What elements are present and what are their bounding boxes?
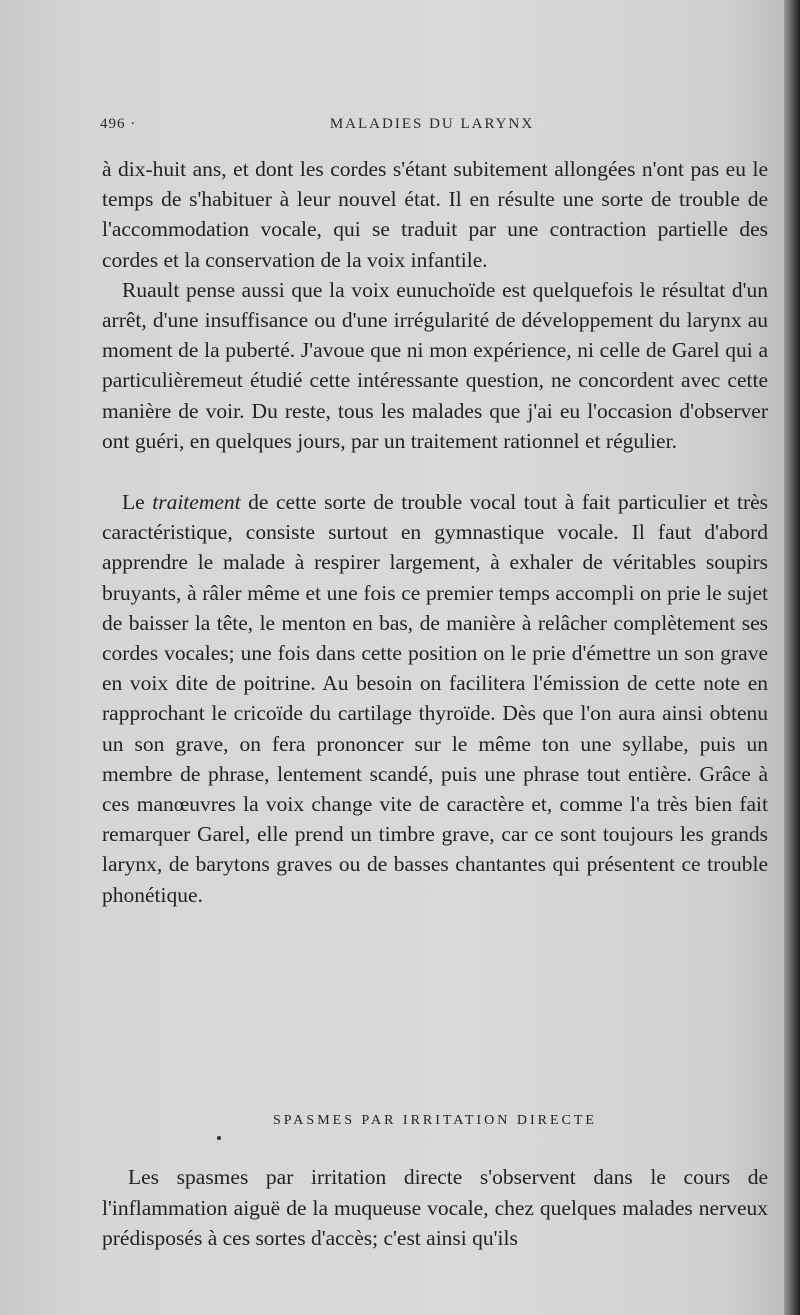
paragraph-gap: [102, 456, 768, 487]
traitement-lead: Le: [122, 490, 145, 515]
page-header: [100, 116, 764, 142]
paragraph-traitement: [102, 487, 768, 910]
body-text: [102, 154, 768, 910]
paragraph-ruault: Ruault pense aussi que la voix eunuchoïde est quelquefois le résultat d'un arrêt, d'une insuffisance ou d'une irrégularité de développement du larynx au moment de la puberté. J'avoue que ni mon expérience, ni celle de Garel qui a particulièremeut étudié cette intéressante question, ne concordent avec cette manière de voir. Du reste, tous les malades que j'ai eu l'occasion d'observer ont guéri, en quelques jours, par un traitement rationnel et régulier.: [102, 277, 768, 453]
ink-dot: [217, 1136, 221, 1140]
traitement-rest: de cette sorte de trouble vocal tout à fait particulier et très caractéristique, consiste surtout en gymnastique vocale. Il faut d'abord apprendre le malade à respirer largement, à exhaler de véritables soupirs bruyants, à râler même et une fois ce premier temps accompli on prie le sujet de baisser la tête, le menton en bas, de manière à relâcher complètement ses cordes vocales; une fois dans cette position on le prie d'émettre un son grave en voix dite de poitrine. Au besoin on facilitera l'émission de cette note en rapprochant le cricoïde du cartilage thyroïde. Dès que l'on aura ainsi obtenu un son grave, on fera prononcer sur le même ton une syllabe, puis un membre de phrase, lentement scandé, puis une phrase tout entière. Grâce à ces manœuvres la voix change vite de caractère et, comme l'a très bien fait remarquer Garel, elle prend un timbre grave, car ce sont toujours les grands larynx, de barytons graves ou de basses chantantes qui présentent ce trouble phonétique.: [102, 490, 769, 907]
page-edge-shadow: [784, 0, 800, 1315]
traitement-italic: traitement: [152, 490, 241, 515]
section-heading: SPASMES PAR IRRITATION DIRECTE: [273, 1113, 597, 1128]
paragraph-spasmes: Les spasmes par irritation directe s'observent dans le cours de l'inflammation aiguë de la muqueuse vocale, chez quelques malades nerveux prédisposés à ces sortes d'accès; c'est ainsi qu'ils: [102, 1165, 768, 1250]
running-title: MALADIES DU LARYNX: [329, 116, 535, 132]
section-text: [102, 1162, 768, 1254]
page-number: 496 ·: [100, 116, 137, 132]
paragraph-continuation: à dix-huit ans, et dont les cordes s'étant subitement allongées n'ont pas eu le temps de s'habituer à leur nouvel état. Il en résulte une sorte de trouble de l'accommodation vocale, qui se traduit par une contraction partielle des cordes et la conservation de la voix infantile.: [102, 157, 768, 272]
